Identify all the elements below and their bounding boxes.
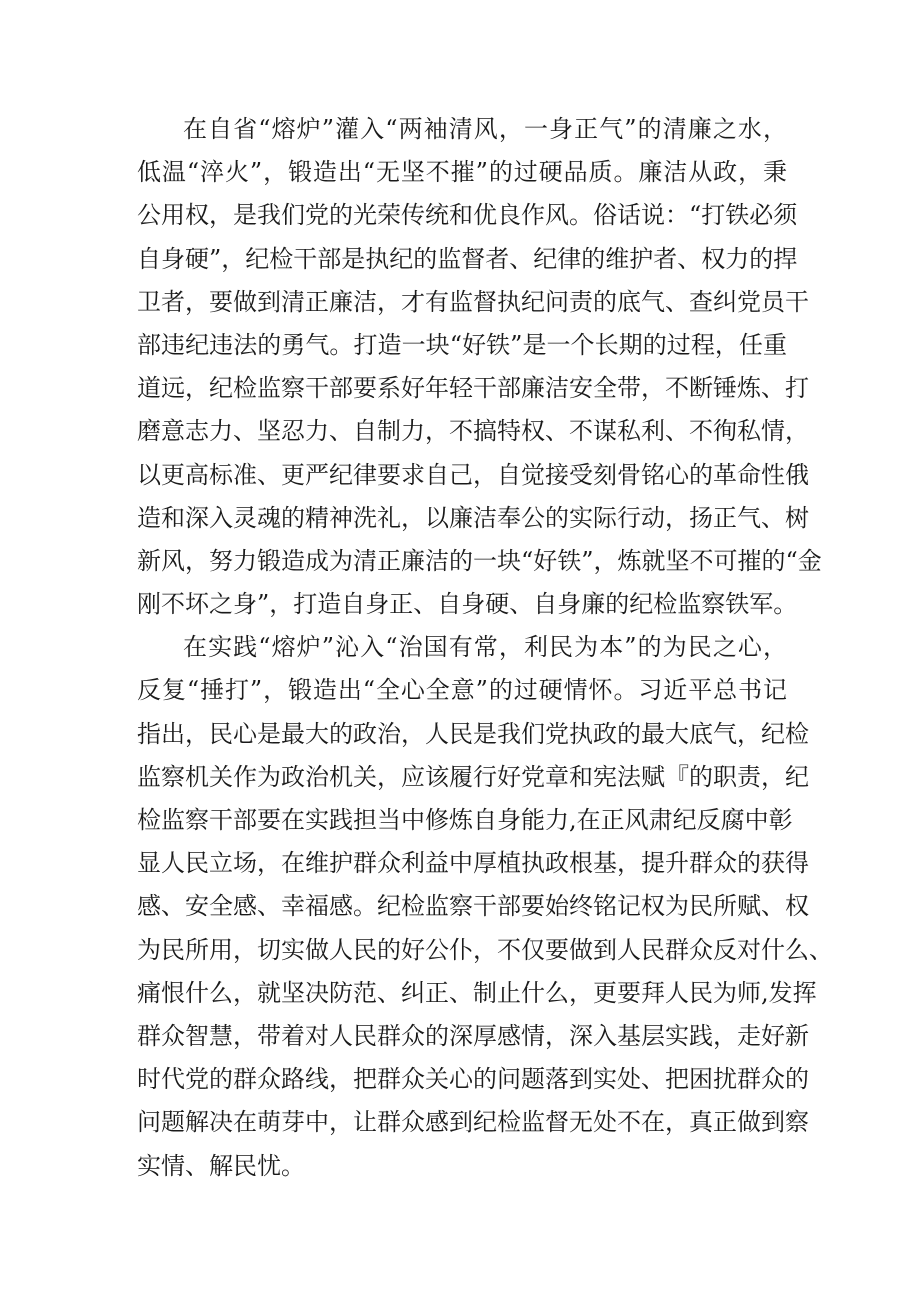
text-line: 显人民立场，在维护群众利益中厚植执政根基，提升群众的获得 <box>137 849 809 878</box>
text-line: 反复“捶打”，锻造出“全心全意”的过硬情怀。习近平总书记 <box>137 676 787 705</box>
text-line: 低温“淬火”，锻造出“无坚不摧”的过硬品质。廉洁从政，秉 <box>137 158 787 187</box>
text-line: 新风，努力锻造成为清正廉洁的一块“好铁”，炼就坚不可摧的“金 <box>137 546 822 575</box>
text-line: 时代党的群众路线，把群众关心的问题落到实处、把困扰群众的 <box>137 1065 809 1094</box>
text-line: 检监察干部要在实践担当中修炼自身能力,在正风肃纪反腐中彰 <box>137 806 793 834</box>
text-line: 以更高标准、更严纪律要求自己，自觉接受刻骨铭心的革命性俄 <box>137 460 809 489</box>
text-line: 指出，民心是最大的政治，人民是我们党执政的最大底气，纪检 <box>137 719 809 748</box>
text-line: 磨意志力、坚忍力、自制力，不搞特权、不谋私利、不徇私情， <box>137 417 809 446</box>
text-line: 部违纪违法的勇气。打造一块“好铁”是一个长期的过程，任重 <box>137 330 787 359</box>
paragraph-1 <box>137 108 822 626</box>
text-line: 监察机关作为政治机关，应该履行好党章和宪法赋『的职责，纪 <box>137 762 809 791</box>
text-line: 造和深入灵魂的精神洗礼，以廉洁奉公的实际行动，扬正气、树 <box>137 503 809 532</box>
text-line: 刚不坏之身”，打造自身正、自身硬、自身廉的纪检监察铁军。 <box>137 590 798 619</box>
text-line: 问题解决在萌芽中，让群众感到纪检监督无处不在，真正做到察 <box>137 1108 809 1137</box>
paragraph-2 <box>137 626 833 1187</box>
text-line: 实情、解民忧。 <box>137 1151 305 1180</box>
text-line: 群众智慧，带着对人民群众的深厚感情，深入基层实践，走好新 <box>137 1021 809 1050</box>
text-line: 卫者，要做到清正廉洁，才有监督执纪问责的底气、查纠党员干 <box>137 287 809 316</box>
text-line: 在自省“熔炉”灌入“两袖清风，一身正气”的清廉之水， <box>183 115 787 143</box>
text-line: 自身硬”，纪检干部是执纪的监督者、纪律的维护者、权力的捍 <box>137 244 798 273</box>
text-line: 痛恨什么，就坚决防范、纠正、制止什么，更要拜人民为师,发挥 <box>137 978 817 1007</box>
text-line: 为民所用，切实做人民的好公仆，不仅要做到人民群众反对什么、 <box>137 935 833 964</box>
text-line: 道远，纪检监察干部要系好年轻干部廉洁安全带，不断锤炼、打 <box>137 374 809 403</box>
text-line: 公用权，是我们党的光荣传统和优良作风。俗话说：“打铁必须 <box>137 201 798 230</box>
text-line: 感、安全感、幸福感。纪检监察干部要始终铭记权为民所赋、权 <box>137 892 809 921</box>
document-body <box>137 108 833 1188</box>
text-line: 在实践“熔炉”沁入“治国有常，利民为本”的为民之心， <box>183 633 787 662</box>
